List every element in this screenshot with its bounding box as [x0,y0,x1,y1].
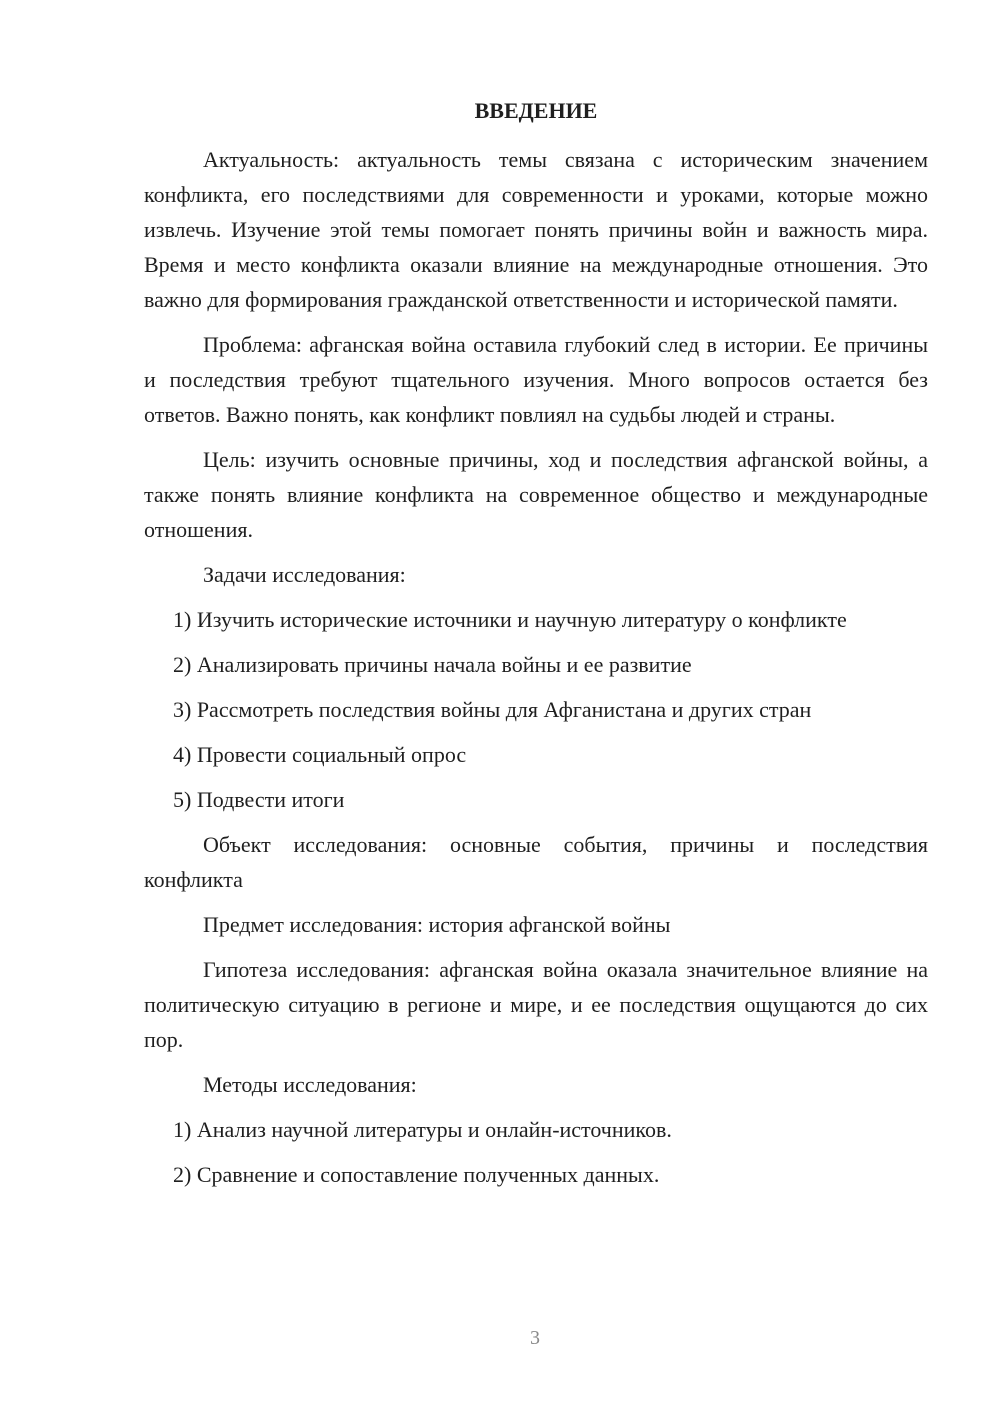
object-paragraph: Объект исследования: основные события, причины и последствия конфликта [144,832,928,892]
problem-paragraph: Проблема: афганская война оставила глубокий след в истории. Ее причины и последствия требуют тщательного изучения. Много вопросов остается без ответов. Важно понять, как конфликт повлиял на судьбы людей и страны. [144,332,928,427]
relevance-paragraph: Актуальность: актуальность темы связана с историческим значением конфликта, его последствиями для современности и уроками, которые можно извлечь. Изучение этой темы помогает понять причины войн и важность мира. Время и место конфликта оказали влияние на международные отношения. Это важно для формирования гражданской ответственности и исторической памяти. [144,147,928,312]
task-item: 2) Анализировать причины начала войны и ее развитие [173,652,692,677]
task-item: 3) Рассмотреть последствия войны для Афганистана и других стран [173,697,812,722]
methods-heading: Методы исследования: [203,1072,417,1097]
task-item: 1) Изучить исторические источники и научную литературу о конфликте [173,607,847,632]
hypothesis-paragraph: Гипотеза исследования: афганская война оказала значительное влияние на политическую ситуацию в регионе и мире, и ее последствия ощущаются до сих пор. [144,957,928,1052]
method-item: 1) Анализ научной литературы и онлайн-источников. [173,1117,672,1142]
page-number: 3 [530,1327,540,1349]
tasks-heading: Задачи исследования: [203,562,406,587]
method-item: 2) Сравнение и сопоставление полученных данных. [173,1162,660,1187]
task-item: 4) Провести социальный опрос [173,742,467,767]
page-title: ВВЕДЕНИЕ [474,98,598,123]
goal-paragraph: Цель: изучить основные причины, ход и последствия афганской войны, а также понять влияние конфликта на современное общество и международные отношения. [144,447,928,542]
task-item: 5) Подвести итоги [173,787,345,812]
page-content [144,94,928,1202]
subject-paragraph: Предмет исследования: история афганской войны [203,912,671,937]
